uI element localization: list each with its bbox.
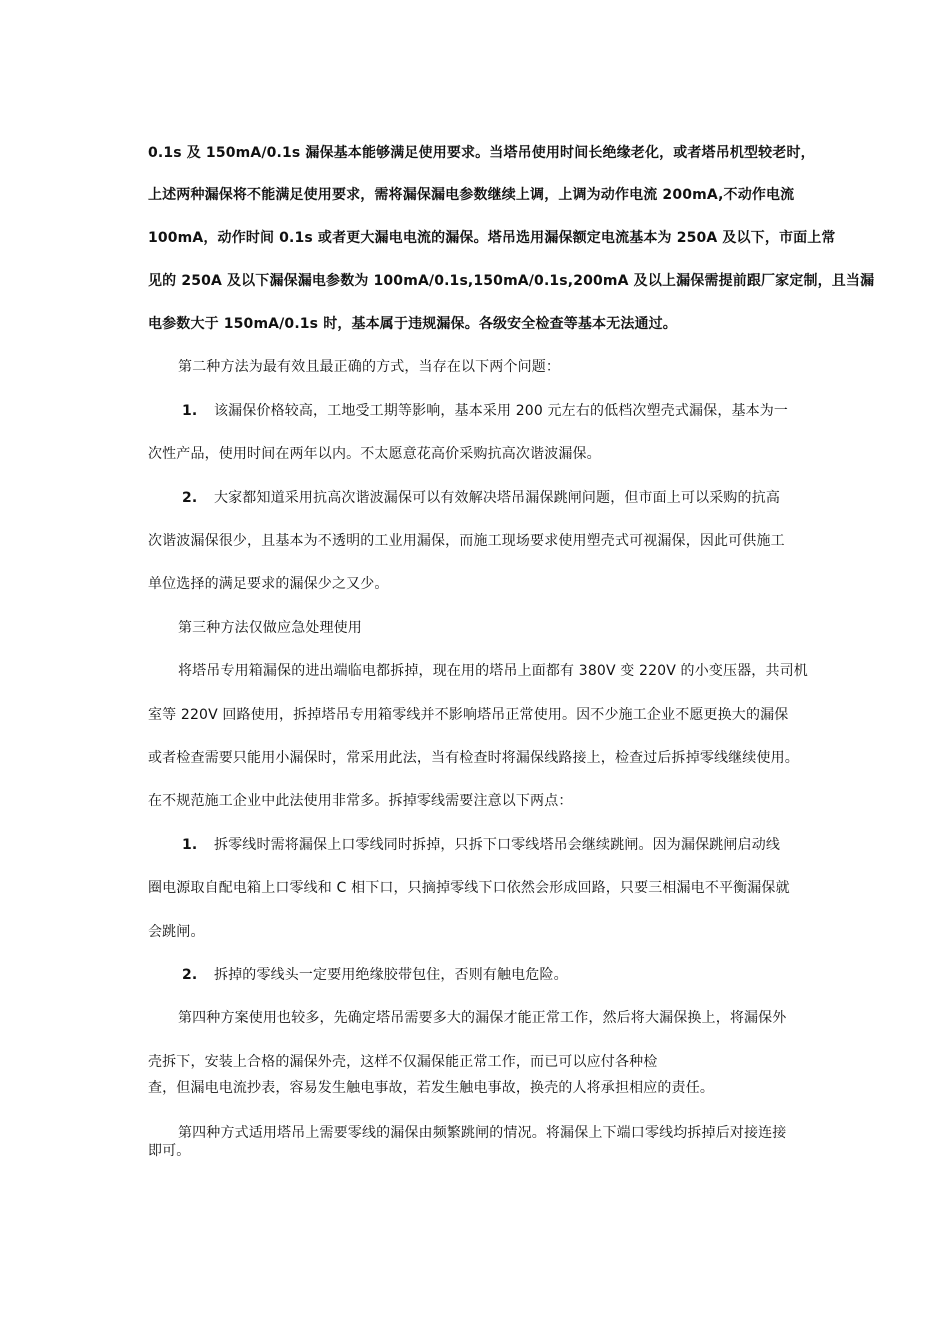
- paragraph-line: 100mA，动作时间 0.1s 或者更大漏电电流的漏保。塔吊选用漏保额定电流基本为 250A 及以下，市面上常: [148, 230, 836, 246]
- list-number: 1.: [182, 837, 198, 853]
- paragraph-line: 室等 220V 回路使用，拆掉塔吊专用箱零线并不影响塔吊正常使用。因不少施工企业不愿更换大的漏保: [148, 707, 789, 723]
- paragraph-line: 见的 250A 及以下漏保漏电参数为 100mA/0.1s,150mA/0.1s,200mA 及以上漏保需提前跟厂家定制，且当漏: [148, 273, 875, 289]
- paragraph-line: 将塔吊专用箱漏保的进出端临电都拆掉，现在用的塔吊上面都有 380V 变 220V 的小变压器，共司机: [178, 663, 808, 679]
- paragraph-line: 第四种方式适用塔吊上需要零线的漏保由频繁跳闸的情况。将漏保上下端口零线均拆掉后对接连接: [178, 1125, 787, 1141]
- paragraph-line: 第二种方法为最有效且最正确的方式，当存在以下两个问题：: [178, 359, 561, 375]
- paragraph-line: 次谐波漏保很少，且基本为不透明的工业用漏保，而施工现场要求使用塑壳式可视漏保，因此可供施工: [148, 533, 785, 549]
- paragraph-line: 圈电源取自配电箱上口零线和 C 相下口，只摘掉零线下口依然会形成回路，只要三相漏电不平衡漏保就: [148, 880, 790, 896]
- paragraph-line: 在不规范施工企业中此法使用非常多。拆掉零线需要注意以下两点：: [148, 793, 573, 809]
- paragraph-line: 电参数大于 150mA/0.1s 时，基本属于违规漏保。各级安全检查等基本无法通过。: [148, 316, 677, 332]
- list-number: 2.: [182, 490, 198, 506]
- list-item: [182, 966, 568, 984]
- paragraph-line: 单位选择的满足要求的漏保少之又少。: [148, 576, 389, 592]
- list-item-text: 大家都知道采用抗高次谐波漏保可以有效解决塔吊漏保跳闸问题，但市面上可以采购的抗高: [214, 490, 780, 506]
- paragraph-line: 上述两种漏保将不能满足使用要求，需将漏保漏电参数继续上调，上调为动作电流 200mA,不动作电流: [148, 187, 795, 203]
- paragraph-line: 0.1s 及 150mA/0.1s 漏保基本能够满足使用要求。当塔吊使用时间长绝缘老化，或者塔吊机型较老时，: [148, 145, 815, 161]
- list-item: [182, 836, 780, 854]
- list-item-text: 拆掉的零线头一定要用绝缘胶带包住，否则有触电危险。: [214, 967, 568, 983]
- list-item: [182, 489, 780, 507]
- paragraph-line: 次性产品，使用时间在两年以内。不太愿意花高价采购抗高次谐波漏保。: [148, 446, 601, 462]
- list-item-text: 该漏保价格较高，工地受工期等影响，基本采用 200 元左右的低档次塑壳式漏保，基本为一: [214, 403, 789, 419]
- paragraph-line: 壳拆下，安装上合格的漏保外壳，这样不仅漏保能正常工作，而已可以应付各种检: [148, 1054, 658, 1070]
- paragraph-line: 第三种方法仅做应急处理使用: [178, 620, 362, 636]
- paragraph-line: 第四种方案使用也较多，先确定塔吊需要多大的漏保才能正常工作，然后将大漏保换上，将漏保外: [178, 1010, 787, 1026]
- list-item: [182, 402, 788, 420]
- list-number: 2.: [182, 967, 198, 983]
- paragraph-line: 会跳闸。: [148, 924, 205, 940]
- paragraph-line: 即可。: [148, 1143, 191, 1159]
- paragraph-line: 查，但漏电电流抄表，容易发生触电事故，若发生触电事故，换壳的人将承担相应的责任。: [148, 1080, 714, 1096]
- paragraph-line: 或者检查需要只能用小漏保时，常采用此法，当有检查时将漏保线路接上，检查过后拆掉零线继续使用。: [148, 750, 799, 766]
- list-number: 1.: [182, 403, 198, 419]
- list-item-text: 拆零线时需将漏保上口零线同时拆掉，只拆下口零线塔吊会继续跳闸。因为漏保跳闸启动线: [214, 837, 780, 853]
